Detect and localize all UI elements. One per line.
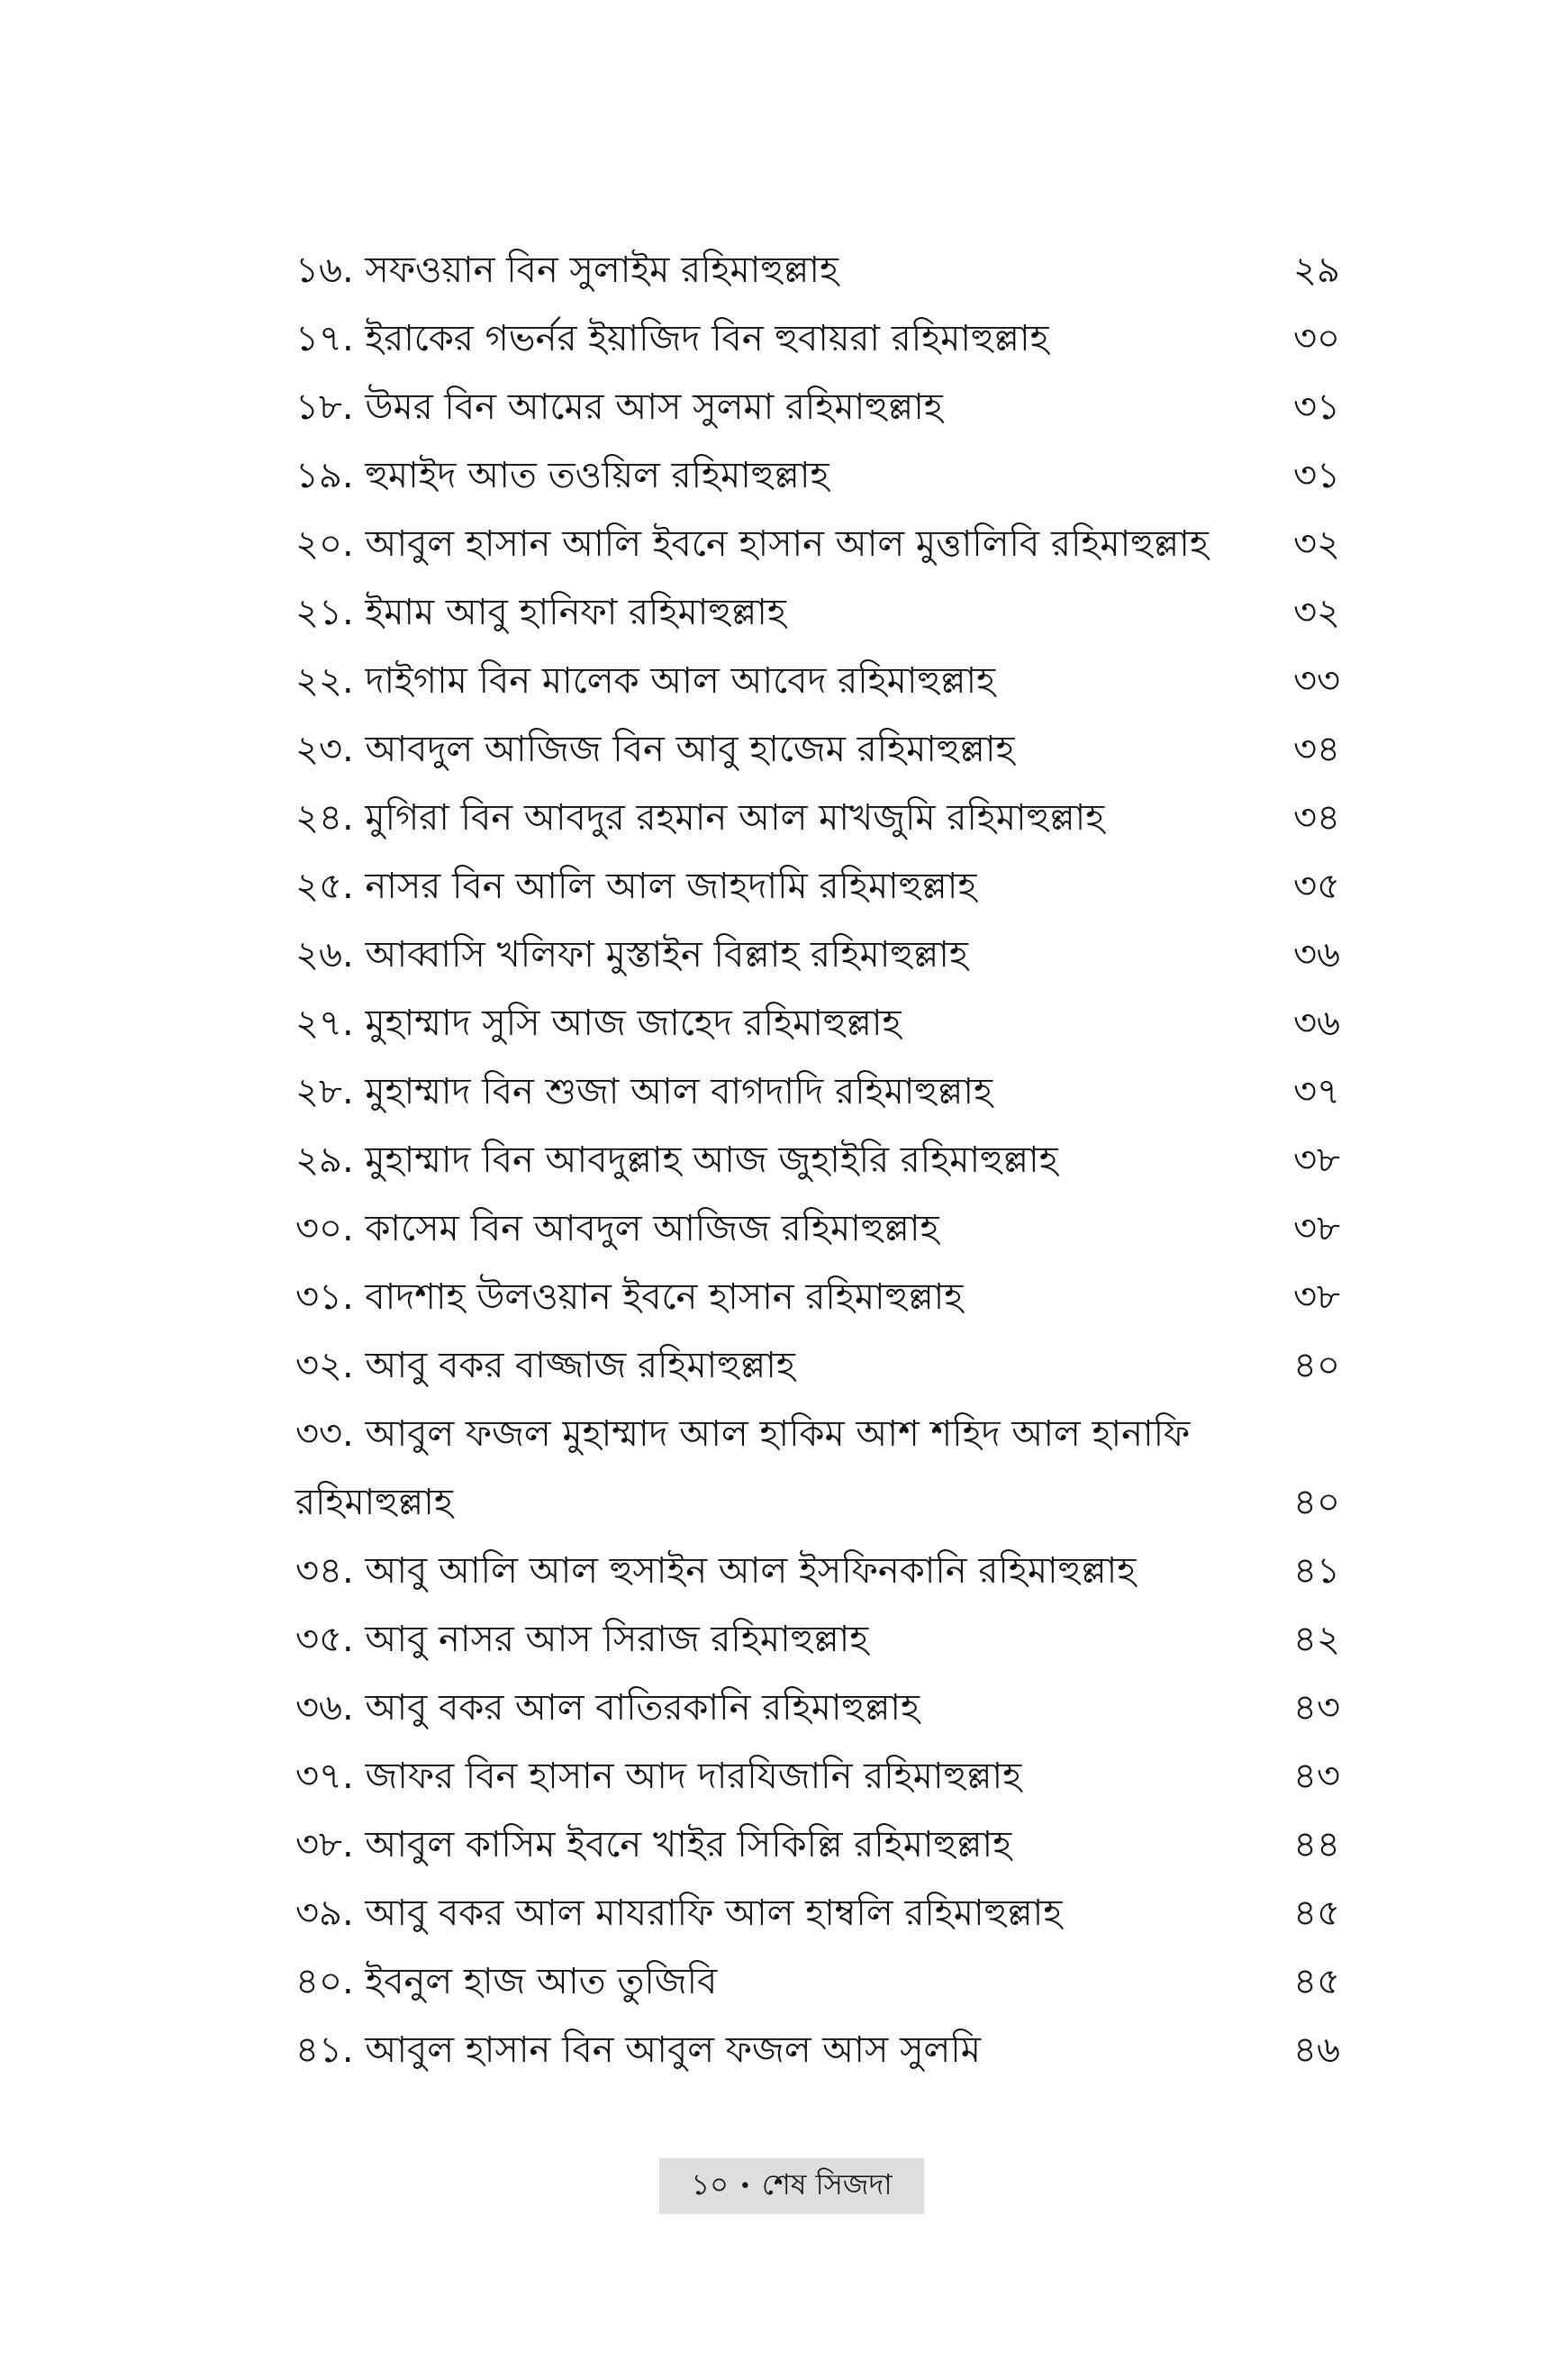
toc-entry-page: ৩৬ bbox=[1292, 1003, 1340, 1044]
toc-entry bbox=[295, 921, 1340, 989]
toc-entry bbox=[295, 1263, 1340, 1331]
toc-entry-page: ৪০ bbox=[1293, 1482, 1340, 1523]
toc-entry-title: ২৪. মুগিরা বিন আবদুর রহমান আল মাখজুমি রহিমাহুল্লাহ bbox=[295, 797, 1105, 839]
toc-entry bbox=[295, 784, 1340, 852]
toc-entry-title: ৩৪. আবু আলি আল হুসাইন আল ইসফিনকানি রহিমাহুল্লাহ bbox=[295, 1550, 1137, 1592]
toc-entry bbox=[295, 1126, 1340, 1194]
toc-entry-page: ৩১ bbox=[1293, 455, 1340, 496]
toc-entry bbox=[295, 1674, 1340, 1742]
toc-entry-title: ৩৬. আবু বকর আল বাতিরকানি রহিমাহুল্লাহ bbox=[295, 1687, 920, 1729]
toc-entry-title: ২৮. মুহাম্মাদ বিন শুজা আল বাগদাদি রহিমাহুল্লাহ bbox=[295, 1071, 992, 1112]
toc-entry-title: ২৬. আব্বাসি খলিফা মুস্তাইন বিল্লাহ রহিমাহুল্লাহ bbox=[295, 934, 968, 976]
toc-entry-page: ৪৩ bbox=[1293, 1756, 1340, 1797]
toc-entry bbox=[295, 852, 1340, 921]
toc-entry bbox=[295, 1057, 1340, 1126]
toc-entry-title: ১৮. উমর বিন আমের আস সুলমা রহিমাহুল্লাহ bbox=[295, 386, 943, 428]
toc-entry bbox=[295, 1331, 1340, 1400]
toc-entry bbox=[295, 715, 1340, 784]
toc-entry-title: ২২. দাইগাম বিন মালেক আল আবেদ রহিমাহুল্লাহ bbox=[295, 660, 996, 702]
toc-entry-title: ৩২. আবু বকর বাজ্জাজ রহিমাহুল্লাহ bbox=[295, 1345, 795, 1386]
toc-entry bbox=[295, 236, 1340, 304]
toc-entry bbox=[295, 373, 1340, 441]
toc-entry bbox=[295, 989, 1340, 1057]
toc-entry-page: ৪১ bbox=[1293, 1550, 1340, 1592]
toc-entry bbox=[295, 510, 1340, 578]
toc-entry-page: ৪৫ bbox=[1293, 1892, 1340, 1934]
toc-entry-title: ২৩. আবদুল আজিজ বিন আবু হাজেম রহিমাহুল্লাহ bbox=[295, 729, 1015, 770]
toc-entry-title: ২০. আবুল হাসান আলি ইবনে হাসান আল মুত্তালিবি রহিমাহুল্লাহ bbox=[295, 523, 1209, 565]
toc-entry-page: ৪৫ bbox=[1293, 1961, 1340, 2002]
toc-entry-title: ২১. ইমাম আবু হানিফা রহিমাহুল্লাহ bbox=[295, 592, 786, 633]
toc-entry-page: ৪৬ bbox=[1293, 2029, 1340, 2071]
toc-entry-page: ৪৪ bbox=[1293, 1824, 1340, 1865]
table-of-contents bbox=[295, 236, 1340, 2084]
toc-entry-page: ৩৮ bbox=[1293, 1276, 1340, 1318]
toc-entry-page: ২৯ bbox=[1293, 250, 1340, 291]
toc-entry-title: ৩০. কাসেম বিন আবদুল আজিজ রহিমাহুল্লাহ bbox=[295, 1208, 939, 1249]
toc-entry-title: ৪০. ইবনুল হাজ আত তুজিবি bbox=[295, 1961, 718, 2002]
toc-entry bbox=[295, 1194, 1340, 1263]
footer-page-number: ১০ bbox=[691, 2167, 729, 2201]
toc-entry-title: ৩১. বাদশাহ উলওয়ান ইবনে হাসান রহিমাহুল্লাহ bbox=[295, 1276, 964, 1318]
toc-entry bbox=[295, 647, 1340, 715]
toc-entry bbox=[295, 1537, 1340, 1605]
toc-entry-page: ৩২ bbox=[1292, 523, 1340, 565]
toc-entry-title: ৩৯. আবু বকর আল মাযরাফি আল হাম্বলি রহিমাহুল্লাহ bbox=[295, 1892, 1063, 1934]
toc-entry-page: ৩০ bbox=[1292, 318, 1340, 359]
toc-entry-title: ৪১. আবুল হাসান বিন আবুল ফজল আস সুলমি bbox=[295, 2029, 981, 2071]
toc-entry-title: ১৭. ইরাকের গভর্নর ইয়াজিদ বিন হুবায়রা রহিমাহুল্লাহ bbox=[295, 318, 1049, 359]
toc-entry-title: ২৯. মুহাম্মাদ বিন আবদুল্লাহ আজ জুহাইরি রহিমাহুল্লাহ bbox=[295, 1139, 1058, 1181]
footer-separator: • bbox=[739, 2174, 751, 2198]
toc-entry-page: ৩৪ bbox=[1293, 797, 1340, 839]
toc-entry-title: ৩৮. আবুল কাসিম ইবনে খাইর সিকিল্লি রহিমাহুল্লাহ bbox=[295, 1824, 1012, 1865]
footer-book-title: শেষ সিজদা bbox=[761, 2167, 893, 2201]
toc-entry-title: ৩৩. আবুল ফজল মুহাম্মাদ আল হাকিম আশ শহিদ আল হানাফি রহিমাহুল্লাহ bbox=[295, 1413, 1191, 1523]
toc-entry-page: ৩১ bbox=[1293, 386, 1340, 428]
toc-entry-page: ৩৮ bbox=[1293, 1139, 1340, 1181]
toc-entry bbox=[295, 578, 1340, 647]
toc-entry bbox=[295, 2016, 1340, 2084]
toc-entry bbox=[295, 1400, 1340, 1537]
toc-entry bbox=[295, 1605, 1340, 1674]
toc-entry-page: ৩৭ bbox=[1292, 1071, 1340, 1112]
toc-entry-title: ২৭. মুহাম্মাদ সুসি আজ জাহেদ রহিমাহুল্লাহ bbox=[295, 1003, 902, 1044]
toc-entry-title: ১৯. হুমাইদ আত তওয়িল রহিমাহুল্লাহ bbox=[295, 455, 829, 496]
toc-entry-title: ১৬. সফওয়ান বিন সুলাইম রহিমাহুল্লাহ bbox=[295, 250, 838, 291]
toc-entry-page: ৪০ bbox=[1293, 1345, 1340, 1386]
toc-entry-page: ৩৮ bbox=[1293, 1208, 1340, 1249]
toc-entry bbox=[295, 1879, 1340, 1947]
toc-entry-page: ৩৫ bbox=[1293, 866, 1340, 907]
toc-entry bbox=[295, 441, 1340, 510]
toc-entry-page: ৩২ bbox=[1292, 592, 1340, 633]
toc-entry-page: ৩৪ bbox=[1293, 729, 1340, 770]
page-footer bbox=[659, 2158, 924, 2214]
toc-entry bbox=[295, 304, 1340, 373]
toc-entry-title: ৩৫. আবু নাসর আস সিরাজ রহিমাহুল্লাহ bbox=[295, 1619, 869, 1660]
toc-entry-page: ৪২ bbox=[1293, 1619, 1340, 1660]
toc-entry-title: ৩৭. জাফর বিন হাসান আদ দারযিজানি রহিমাহুল্লাহ bbox=[295, 1756, 1022, 1797]
toc-entry-page: ৩৩ bbox=[1292, 660, 1340, 702]
toc-entry-page: ৩৬ bbox=[1292, 934, 1340, 976]
toc-entry-title: ২৫. নাসর বিন আলি আল জাহদামি রহিমাহুল্লাহ bbox=[295, 866, 977, 907]
toc-entry bbox=[295, 1947, 1340, 2016]
toc-entry bbox=[295, 1742, 1340, 1811]
toc-entry bbox=[295, 1811, 1340, 1879]
toc-entry-page: ৪৩ bbox=[1293, 1687, 1340, 1729]
